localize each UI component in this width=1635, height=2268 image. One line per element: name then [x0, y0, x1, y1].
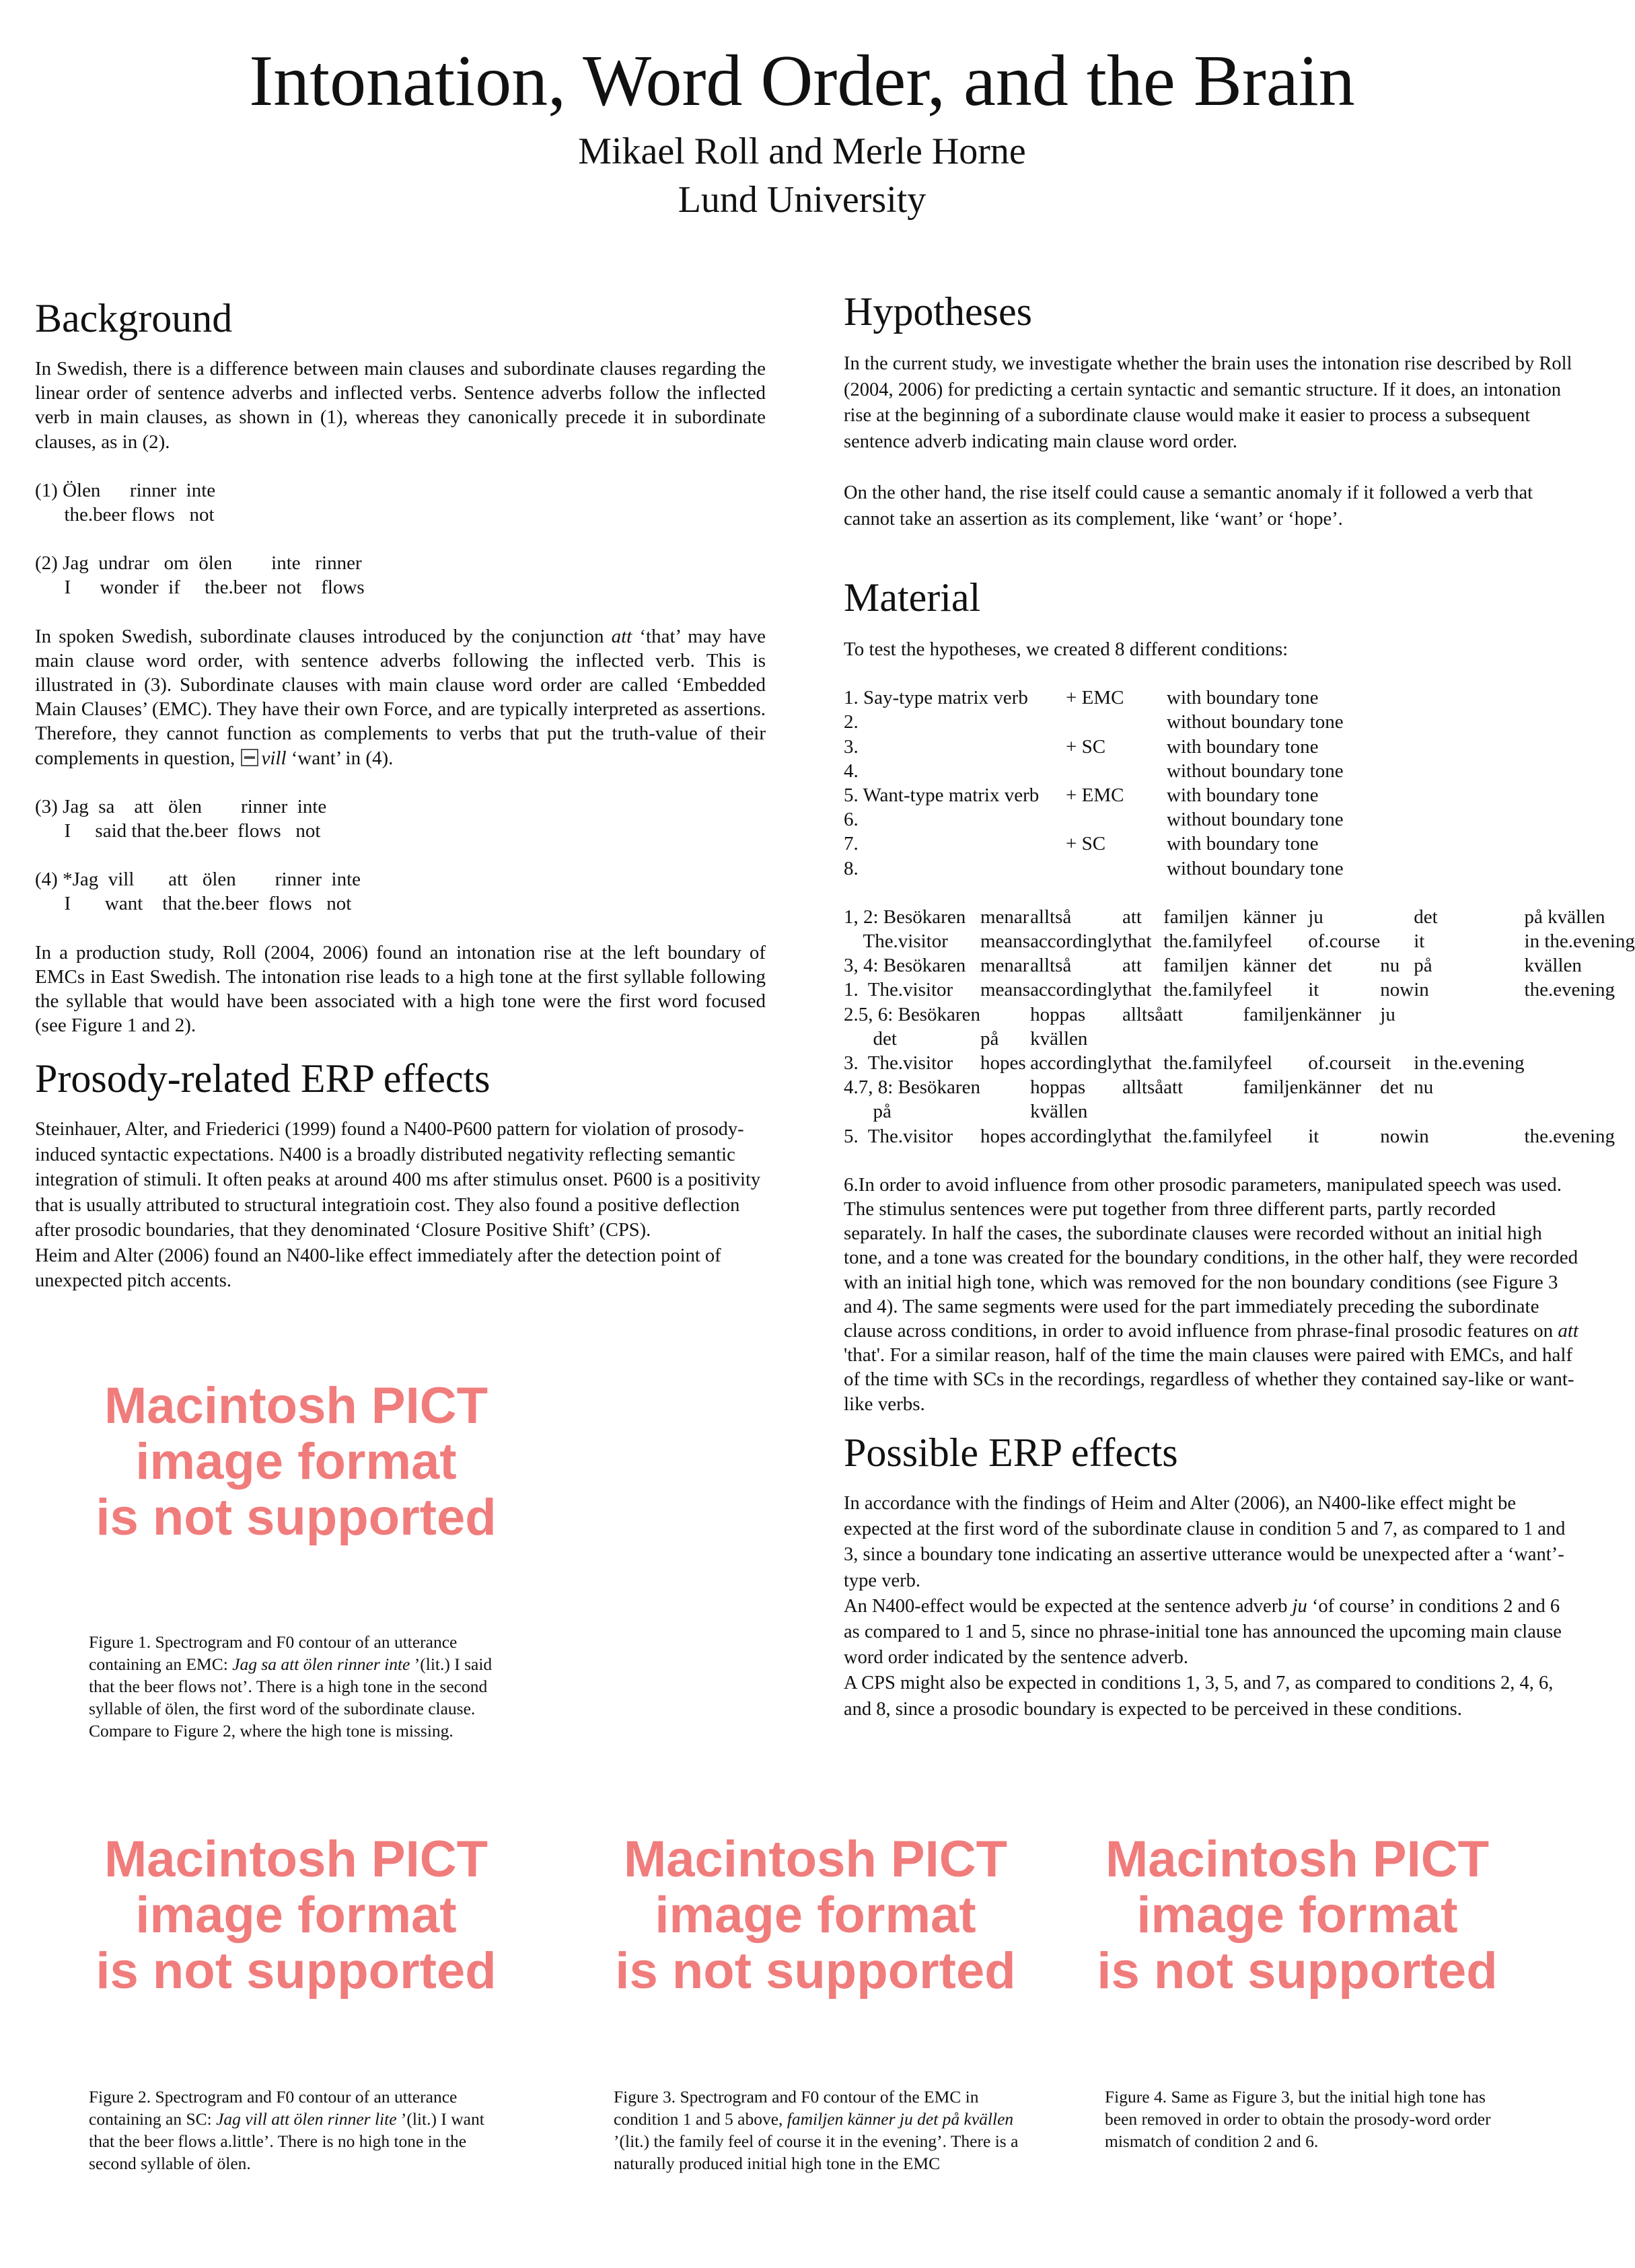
sentence-cell: the.evening [1524, 1125, 1615, 1147]
sentence-cell: det [1380, 1076, 1404, 1099]
fig2-italic: Jag vill att ölen rinner lite [216, 2109, 397, 2129]
sentence-cell [980, 1075, 1030, 1099]
sentence-cell: of.course [1308, 1052, 1381, 1074]
affiliation-line: Lund University [678, 178, 926, 221]
sentence-cell [1308, 1027, 1380, 1051]
condition-row [844, 710, 1436, 734]
method-att: att [1558, 1320, 1578, 1342]
sentence-cell: nu [1380, 955, 1400, 977]
sentence-cell: of.course [1308, 930, 1381, 953]
sentence-cell: feel [1243, 1052, 1273, 1074]
sentence-cell: it [1380, 1052, 1391, 1074]
sentence-cell: the.family [1163, 1125, 1243, 1147]
p2-vill: vill [261, 747, 287, 769]
sentence-cell [980, 1002, 1030, 1027]
sentence-cell: det [844, 1027, 897, 1050]
sentence-cell: att [1122, 906, 1142, 928]
condition-cell: without boundary tone [1167, 857, 1344, 879]
condition-row [844, 807, 1436, 832]
authors-line: Mikael Roll and Merle Horne [578, 131, 1026, 172]
sentence-cell [1122, 1027, 1163, 1051]
background-section [35, 296, 766, 1037]
sentence-cell: that [1122, 930, 1152, 953]
condition-cell: + EMC [1066, 687, 1124, 709]
sentence-cell: familjen [1243, 1003, 1309, 1025]
sentence-cell: hoppas [1030, 1076, 1086, 1099]
figure-4-caption: Figure 4. Same as Figure 3, but the initial high tone has been removed in order to obtain the prosody-word order mismatch of condition 2 and 6. [1105, 2087, 1491, 2151]
fig3-text-a: Figure 3. Spectrogram and F0 contour of the EMC in condition 1 and 5 above, [614, 2087, 979, 2129]
sentence-cell [1380, 1099, 1414, 1124]
condition-row [844, 759, 1436, 783]
pict-line-1: Macintosh PICT [1105, 1831, 1490, 1888]
pict-line-1: Macintosh PICT [104, 1831, 488, 1888]
sentence-cell: känner [1308, 1076, 1362, 1099]
possible-erp-heading: Possible ERP effects [844, 1430, 1178, 1475]
sentence-row [844, 978, 1635, 1002]
sentence-cell: accordingly [1030, 930, 1122, 953]
sentence-cell: 1, 2: Besökaren [844, 906, 966, 928]
sentence-cell: accordingly [1030, 1125, 1122, 1147]
sentence-cell: hoppas [1030, 1003, 1086, 1025]
sentence-cell [1122, 1099, 1163, 1124]
sentence-cell: på [844, 1101, 892, 1123]
sentence-cell: in [1414, 1125, 1429, 1147]
hypotheses-paragraph-1: In the current study, we investigate whether the brain uses the intonation rise described by Roll (2004, 2006) for predicting a certain syntactic and semantic structure. If it does, an intonation rise at the beginning of a subordinate clause would make it easier to process a subsequent sentence adverb indicating main clause word order. [844, 353, 1572, 452]
condition-cell: with boundary tone [1167, 833, 1319, 855]
example-3-line-1: (3) Jag sa att ölen rinner inte [35, 795, 327, 817]
sentence-cell: 5. The.visitor [844, 1125, 953, 1147]
sentence-cell [1243, 1099, 1309, 1124]
sentence-cell [1525, 1002, 1635, 1027]
condition-cell: 3. [844, 735, 859, 758]
pict-line-2: image format [1136, 1887, 1458, 1944]
material-heading: Material [844, 575, 981, 620]
fig1-text-b: ’(lit.) I said that the beer flows not’. There is a high tone in the second syllable of ölen, the first word of the subordinate clause. Compare to Figure 2, where the high tone is missing. [89, 1654, 493, 1741]
sentence-cell: ju [1380, 1003, 1395, 1025]
sentence-cell: feel [1243, 1125, 1273, 1147]
sentence-cell: accordingly [1030, 1052, 1122, 1074]
p2-att: att [611, 625, 632, 647]
sentence-cell: på kvällen [1524, 906, 1605, 928]
condition-cell: 6. [844, 809, 859, 831]
condition-row [844, 783, 1436, 807]
condition-cell [1066, 710, 1167, 734]
condition-cell: without boundary tone [1167, 711, 1344, 733]
condition-cell: 7. [844, 833, 859, 855]
condition-cell: with boundary tone [1167, 784, 1319, 807]
fig1-italic: Jag sa att ölen rinner inte [232, 1654, 410, 1674]
prosody-paragraph-1: Steinhauer, Alter, and Friederici (1999) found a N400-P600 pattern for violation of prosody-induced syntactic expectations. N400 is a broadly distributed negativity reflecting semantic integration of stimuli. It often peaks at around 400 ms after stimulus onset. P600 is a positivity that is usually attributed to structural integratioin cost. They also found a positive deflection after prosodic boundaries, that they denominated ‘Closure Positive Shift’ (CPS). [35, 1119, 761, 1241]
sentence-cell: 2.5, 6: Besökaren [844, 1003, 980, 1025]
sentence-cell: kvällen [1524, 955, 1582, 977]
sentence-row [844, 1027, 1635, 1051]
sentence-cell: familjen [1163, 906, 1229, 928]
sentence-cell: alltså [1030, 906, 1072, 928]
sentence-cell: att [1163, 1076, 1184, 1099]
sentence-cell: in [1414, 979, 1429, 1001]
hypotheses-heading: Hypotheses [844, 289, 1032, 334]
sentence-cell [1308, 1099, 1380, 1124]
sentence-cell: det [1308, 955, 1332, 977]
sentence-cell [1163, 1099, 1243, 1124]
possible-p2-text-b: ‘of course’ in conditions 2 and 6 as compared to 1 and 5, since no phrase-initial tone has announced the upcoming main clause word order indicated by the sentence adverb. [844, 1595, 1562, 1669]
condition-cell: + SC [1066, 833, 1106, 855]
figure-1-placeholder [67, 1378, 525, 1545]
figure-1-caption [89, 1631, 506, 1742]
prosody-section [35, 1056, 766, 1294]
sentence-cell: kvällen [1030, 1101, 1088, 1123]
sentence-cell [1525, 1075, 1635, 1099]
example-2 [35, 551, 766, 599]
sentence-cell: att [1122, 955, 1142, 977]
sentence-cell [1163, 1027, 1243, 1051]
sentence-cell [1525, 1027, 1635, 1051]
sentence-cell [980, 1099, 1030, 1124]
sentence-cell: menar [980, 955, 1029, 977]
poster-title: Intonation, Word Order, and the Brain [249, 41, 1355, 121]
sentence-cell: på [980, 1027, 999, 1050]
possible-paragraph-3: A CPS might also be expected in conditions 1, 3, 5, and 7, as compared to conditions 2, 4, 6, and 8, since a prosodic boundary is expected to be perceived in these conditions. [844, 1673, 1554, 1720]
sentence-cell [1414, 1027, 1524, 1051]
sentence-cell: feel [1243, 979, 1273, 1001]
pict-line-1: Macintosh PICT [623, 1831, 1008, 1888]
possible-paragraph-2 [844, 1594, 1578, 1671]
pict-line-1: Macintosh PICT [104, 1377, 488, 1434]
condition-cell: 8. [844, 857, 859, 879]
example-3 [35, 795, 766, 843]
condition-cell: + SC [1066, 735, 1106, 758]
sentence-cell [1414, 1099, 1524, 1124]
prosody-heading: Prosody-related ERP effects [35, 1056, 490, 1101]
hypotheses-section [844, 289, 1578, 532]
condition-row [844, 856, 1436, 881]
condition-row [844, 832, 1436, 856]
condition-cell: with boundary tone [1167, 735, 1319, 758]
fig2-text-b: ’(lit.) I want that the beer flows a.little’. There is no high tone in the second syllable of ölen. [89, 2109, 484, 2173]
sentence-cell: att [1163, 1003, 1184, 1025]
sentence-cell: 3, 4: Besökaren [844, 955, 966, 977]
prosody-paragraph-2: Heim and Alter (2006) found an N400-like effect immediately after the detection point of unexpected pitch accents. [35, 1245, 721, 1291]
background-paragraph-3: In a production study, Roll (2004, 2006) found an intonation rise at the left boundary of EMCs in East Swedish. The intonation rise leads to a high tone at the first syllable following the syllable that would have been associated with a high tone were the first word focused (see Figure 1 and 2). [35, 941, 766, 1037]
example-4-line-1: (4) *Jag vill att ölen rinner inte [35, 869, 361, 891]
sentence-row [844, 1099, 1635, 1124]
sentence-cell: it [1308, 979, 1319, 1001]
missing-glyph-icon [241, 749, 258, 766]
sentence-cell: 4.7, 8: Besökaren [844, 1076, 980, 1099]
sentence-cell: in the.evening [1524, 930, 1635, 953]
sentence-cell: feel [1243, 930, 1273, 953]
example-4-gloss: I want that the.beer flows not [35, 893, 352, 915]
sentence-row [844, 1051, 1635, 1075]
p2-text-b: ‘that’ may have main clause word order, with sentence adverbs following the inflected verb. This is illustrated in (3). Subordinate clauses with main clause word order are called ‘Embedded Main Clauses’ (EMC). They have their own Force, and are typically interpreted as assertions. Therefore, they cannot function as complements to verbs that put the truth-value of their complements in question, [35, 625, 766, 769]
sentence-cell [1380, 905, 1414, 929]
condition-cell: without boundary tone [1167, 760, 1344, 782]
sentence-cell: the.evening [1524, 979, 1615, 1001]
sentence-cell: The.visitor [844, 930, 948, 953]
sentence-cell: känner [1308, 1003, 1362, 1025]
sentence-cell: känner [1243, 955, 1297, 977]
example-2-gloss: I wonder if the.beer not flows [35, 577, 365, 599]
sentence-cell: på [1414, 955, 1432, 977]
sentence-cell: kvällen [1030, 1027, 1088, 1050]
material-section [844, 575, 1635, 1416]
sentence-cell: alltså [1122, 1076, 1164, 1099]
sentence-cell: 3. The.visitor [844, 1052, 953, 1074]
condition-cell: 2. [844, 711, 859, 733]
possible-p2-text-a: An N400-effect would be expected at the sentence adverb [844, 1595, 1293, 1617]
possible-erp-section [844, 1430, 1578, 1722]
sentence-cell: alltså [1030, 955, 1072, 977]
possible-p2-ju: ju [1292, 1595, 1307, 1617]
sentence-row [844, 1075, 1635, 1099]
sentence-cell: 1. The.visitor [844, 979, 953, 1001]
condition-cell [1066, 856, 1167, 881]
figure-3-caption [614, 2086, 1031, 2174]
sentence-row [844, 929, 1635, 953]
condition-cell: 4. [844, 760, 859, 782]
fig3-text-b: ’(lit.) the family feel of course it in the evening’. There is a naturally produced initial high tone in the EMC [614, 2131, 1019, 2173]
sentence-cell: ju [1308, 906, 1323, 928]
stimulus-sentences-table [844, 905, 1635, 1148]
pict-line-2: image format [655, 1887, 976, 1944]
background-paragraph-2 [35, 624, 766, 770]
condition-row [844, 686, 1436, 710]
sentence-cell: det [1414, 906, 1438, 928]
pict-line-3: is not supported [96, 1942, 497, 2000]
sentence-cell: hopes [980, 1052, 1026, 1074]
background-paragraph-1: In Swedish, there is a difference between main clauses and subordinate clauses regarding the linear order of sentence adverbs and inflected verbs. Sentence adverbs follow the inflected verb in main clauses, as shown in (1), whereas they canonically precede it in subordinate clauses, as in (2). [35, 358, 766, 453]
possible-paragraph-1: In accordance with the findings of Heim and Alter (2006), an N400-like effect might be expected at the first word of the subordinate clause in condition 5 and 7, as compared to 1 and 3, since a boundary tone indicating an assertive utterance would be unexpected after a ‘want’-type verb. [844, 1493, 1566, 1591]
example-2-line-1: (2) Jag undrar om ölen inte rinner [35, 552, 362, 575]
fig2-text-a: Figure 2. Spectrogram and F0 contour of an utterance containing an SC: [89, 2087, 458, 2129]
condition-cell [1066, 759, 1167, 783]
sentence-cell: hopes [980, 1125, 1026, 1147]
poster-authors [0, 128, 1604, 224]
sentence-cell: nu [1414, 1076, 1434, 1099]
sentence-cell: familjen [1243, 1076, 1309, 1099]
sentence-row [844, 1002, 1635, 1027]
sentence-cell: that [1122, 979, 1152, 1001]
sentence-cell: accordingly [1030, 979, 1122, 1001]
sentence-row [844, 1124, 1635, 1148]
condition-row [844, 735, 1436, 759]
condition-cell: 1. Say-type matrix verb [844, 687, 1028, 709]
sentence-cell: the.family [1163, 979, 1243, 1001]
sentence-cell: in the.evening [1414, 1052, 1525, 1074]
sentence-cell [1525, 1099, 1635, 1124]
fig3-italic: familjen känner ju det på kvällen [787, 2109, 1014, 2129]
pict-line-3: is not supported [96, 1489, 497, 1546]
sentence-cell: menar [980, 906, 1029, 928]
hypotheses-paragraph-2: On the other hand, the rise itself could cause a semantic anomaly if it followed a verb that cannot take an assertion as its complement, like ‘want’ or ‘hope’. [844, 482, 1533, 529]
fig1-text-a: Figure 1. Spectrogram and F0 contour of an utterance containing an EMC: [89, 1632, 458, 1674]
sentence-cell [1243, 1027, 1309, 1051]
sentence-cell: känner [1243, 906, 1297, 928]
condition-cell: without boundary tone [1167, 809, 1344, 831]
sentence-cell: it [1308, 1125, 1319, 1147]
method-text-b: 'that'. For a similar reason, half of the time the main clauses were paired with EMCs, and half of the time with SCs in the recordings, regardless of whether they contained say-like or want-like verbs. [844, 1344, 1574, 1415]
example-3-gloss: I said that the.beer flows not [35, 820, 321, 842]
sentence-cell: that [1122, 1125, 1152, 1147]
pict-line-3: is not supported [1097, 1942, 1498, 2000]
figure-2-placeholder [67, 1831, 525, 1999]
example-1-line-1: (1) Ölen rinner inte [35, 479, 216, 501]
sentence-cell: the.family [1163, 930, 1243, 953]
sentence-row [844, 953, 1635, 978]
condition-cell: + EMC [1066, 784, 1124, 807]
figure-2-caption [89, 2086, 506, 2174]
example-1 [35, 478, 766, 527]
material-method-paragraph [844, 1173, 1578, 1416]
sentence-cell: means [980, 930, 1031, 953]
pict-line-2: image format [135, 1887, 457, 1944]
pict-line-3: is not supported [615, 1942, 1016, 2000]
example-1-gloss: the.beer flows not [35, 504, 215, 526]
p2-text-a: In spoken Swedish, subordinate clauses introduced by the conjunction [35, 625, 612, 647]
sentence-cell: means [980, 979, 1031, 1001]
condition-cell [1066, 807, 1167, 832]
figure-3-placeholder [587, 1831, 1044, 1999]
conditions-table [844, 686, 1436, 881]
sentence-cell: it [1414, 930, 1425, 953]
method-text-a: 6.In order to avoid influence from other prosodic parameters, manipulated speech was used. The stimulus sentences were put together from three different parts, partly recorded separately. In half the cases, the subordinate clauses were recorded without an initial high tone, and a tone was created for the boundary conditions, in the other half, they were recorded with an initial high tone, which was removed for the non boundary conditions (see Figure 3 and 4). The same segments were used for the part immediately preceding the subordinate clause across conditions, in order to avoid influence from phrase-final prosodic features on [844, 1173, 1578, 1342]
sentence-cell [1380, 929, 1414, 953]
sentence-cell [1525, 1051, 1635, 1075]
p2-text-c: ‘want’ in (4). [286, 747, 394, 769]
sentence-cell [1380, 1027, 1414, 1051]
material-intro: To test the hypotheses, we created 8 different conditions: [844, 638, 1288, 660]
background-heading: Background [35, 296, 233, 340]
condition-cell: 5. Want-type matrix verb [844, 784, 1040, 807]
sentence-cell [1414, 1002, 1524, 1027]
sentence-cell: familjen [1163, 955, 1229, 977]
figure-4-placeholder [1068, 1831, 1526, 1999]
sentence-cell: now [1380, 979, 1414, 1001]
sentence-cell: now [1380, 1125, 1414, 1147]
sentence-cell: alltså [1122, 1003, 1164, 1025]
sentence-cell: the.family [1163, 1052, 1243, 1074]
example-4 [35, 867, 766, 916]
pict-line-2: image format [135, 1433, 457, 1490]
sentence-row [844, 905, 1635, 929]
sentence-cell: that [1122, 1052, 1152, 1074]
condition-cell: with boundary tone [1167, 687, 1319, 709]
